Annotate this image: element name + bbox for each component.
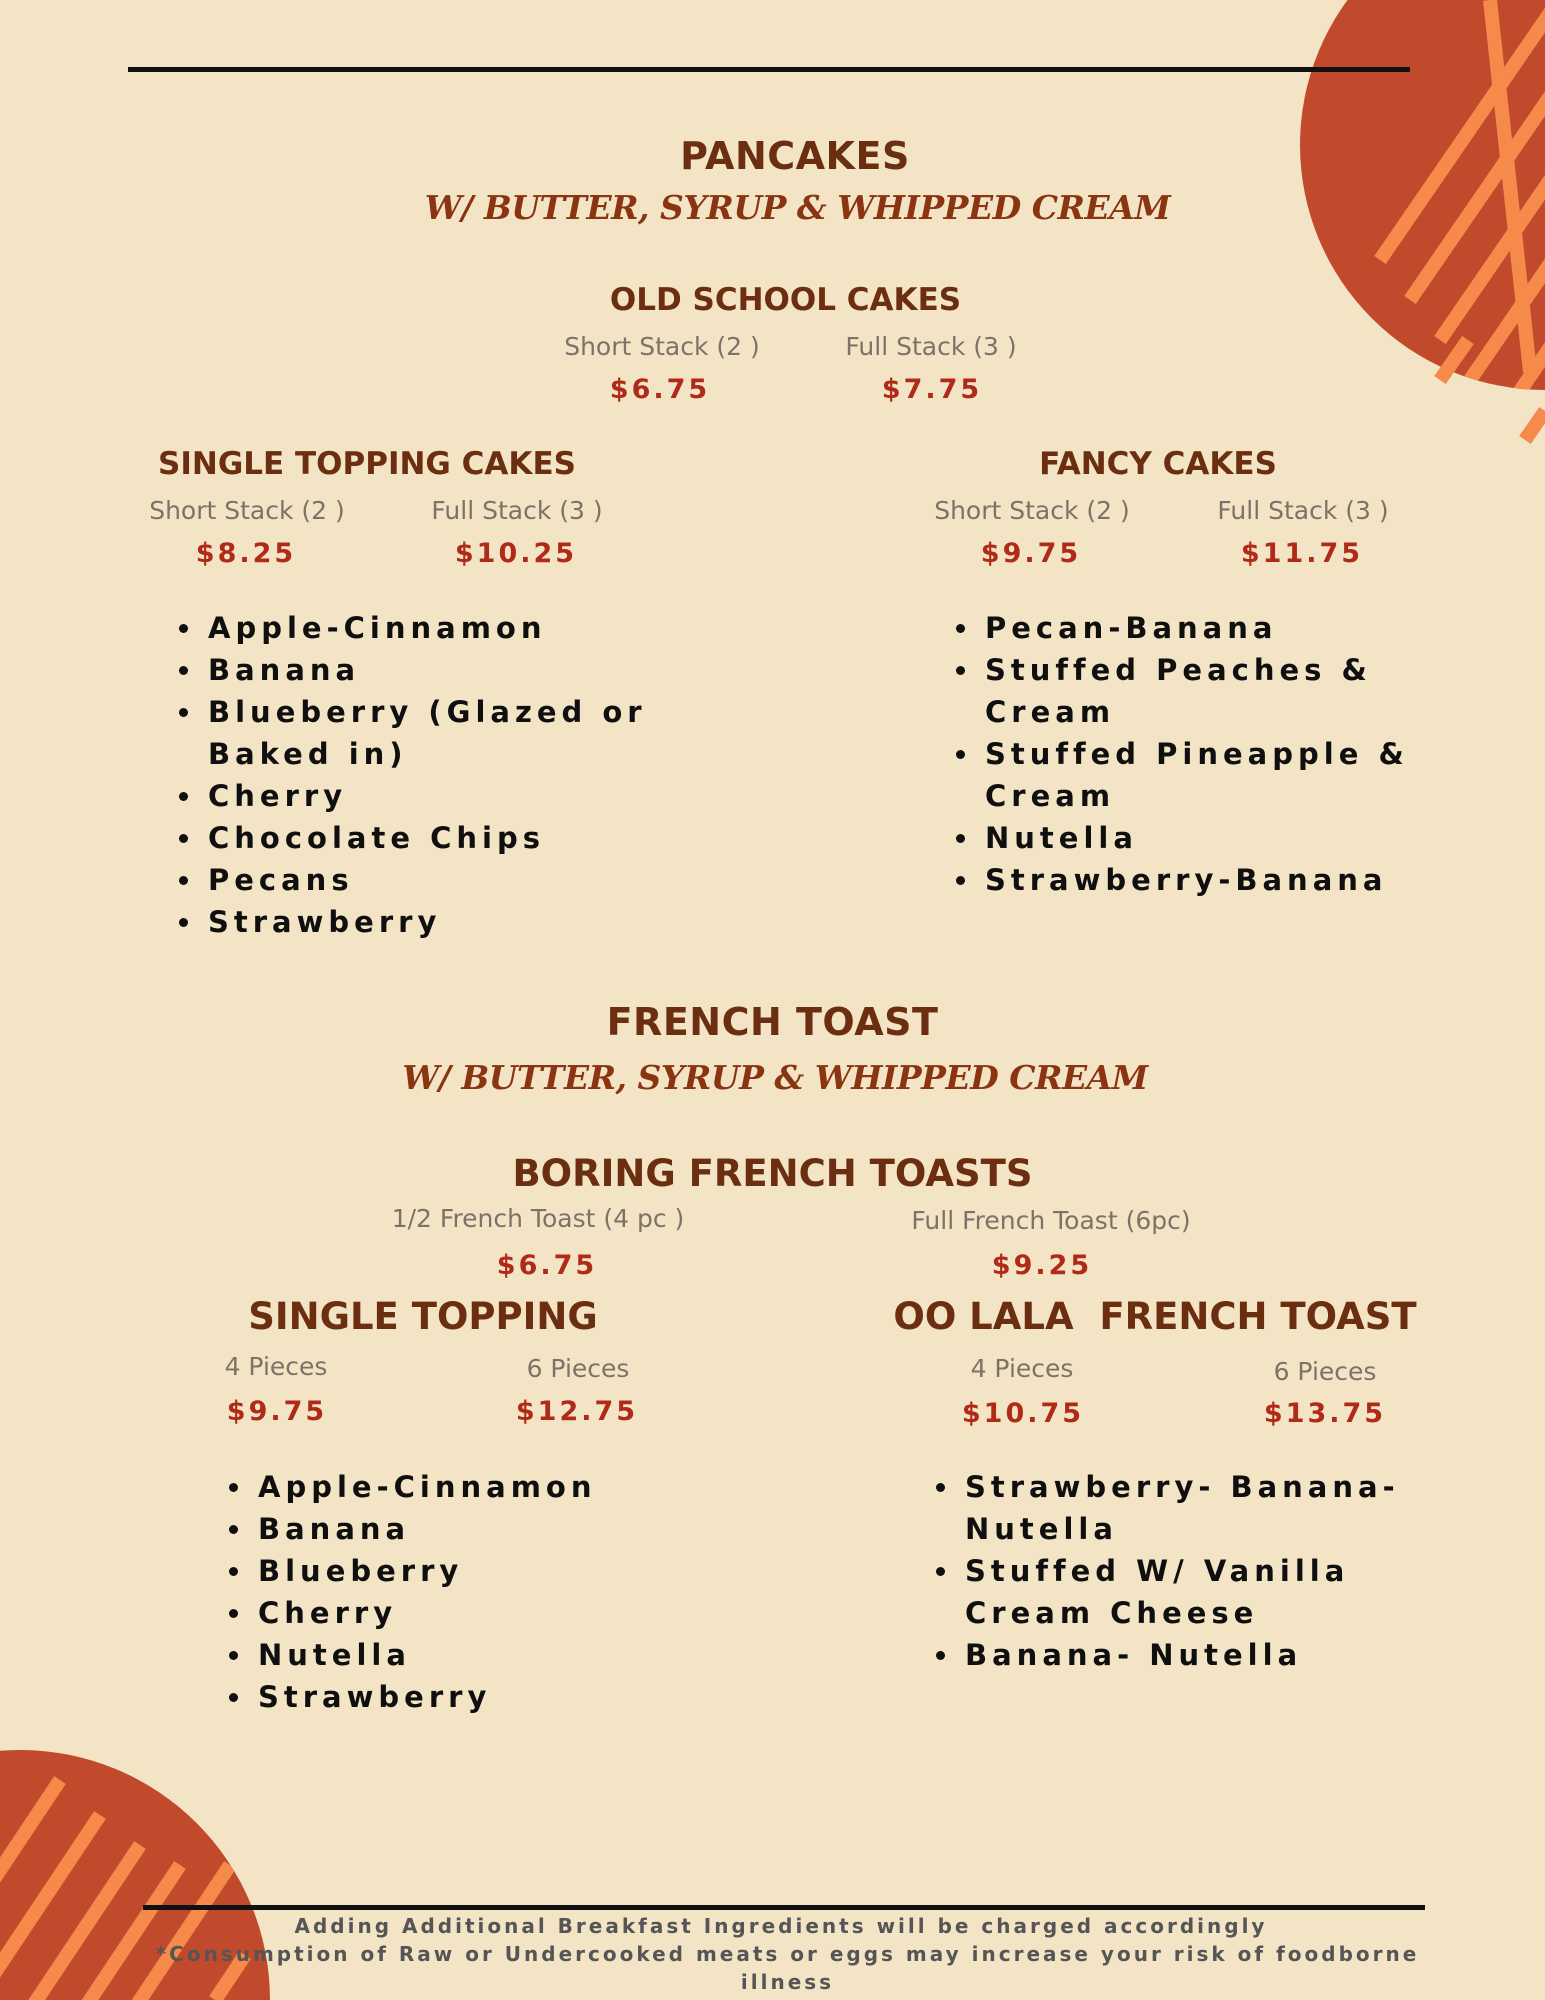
single-six-price: $12.75 [515, 1396, 639, 1427]
single-six-label: 6 Pieces [526, 1354, 630, 1383]
list-item: • Blueberry [254, 1550, 724, 1592]
list-item: • Chocolate Chips [204, 817, 674, 859]
list-item: • Strawberry-Banana [981, 859, 1471, 901]
list-item: • Banana [204, 649, 674, 691]
top-divider [128, 67, 1410, 72]
old-school-title: OLD SCHOOL CAKES [609, 282, 962, 318]
fancy-cakes-full-price: $11.75 [1240, 538, 1364, 569]
footer-note-consumption: *Consumption of Raw or Undercooked meats or eggs may increase your risk of foodborne [155, 1942, 1420, 1966]
oo-lala-title: OO LALA FRENCH TOAST [893, 1295, 1417, 1338]
footer-note-ingredients: Adding Additional Breakfast Ingredients will be charged accordingly [294, 1914, 1268, 1938]
list-item: • Pecans [204, 859, 674, 901]
french-toast-title: FRENCH TOAST [606, 1000, 939, 1044]
list-item: • Stuffed Peaches & Cream [981, 649, 1471, 733]
old-school-full-label: Full Stack (3 ) [845, 332, 1017, 361]
fancy-cakes-short-price: $9.75 [980, 538, 1082, 569]
boring-full-price: $9.25 [991, 1250, 1093, 1281]
pancakes-subtitle: W/ BUTTER, SYRUP & WHIPPED CREAM [424, 188, 1171, 227]
list-item: • Strawberry [204, 901, 674, 943]
list-item: • Banana [254, 1508, 724, 1550]
oolala-six-label: 6 Pieces [1273, 1357, 1377, 1386]
pancakes-title: PANCAKES [680, 134, 910, 178]
fancy-cakes-short-label: Short Stack (2 ) [934, 496, 1130, 525]
single-cakes-full-label: Full Stack (3 ) [431, 496, 603, 525]
single-cakes-short-price: $8.25 [195, 538, 297, 569]
list-item: • Banana- Nutella [961, 1634, 1461, 1676]
single-four-price: $9.75 [226, 1396, 328, 1427]
boring-half-price: $6.75 [496, 1250, 598, 1281]
single-cakes-short-label: Short Stack (2 ) [149, 496, 345, 525]
oolala-four-label: 4 Pieces [970, 1354, 1074, 1383]
list-item: • Stuffed Pineapple & Cream [981, 733, 1471, 817]
boring-full-label: Full French Toast (6pc) [911, 1206, 1191, 1235]
fancy-cakes-list [947, 607, 1471, 901]
oolala-six-price: $13.75 [1263, 1398, 1387, 1429]
list-item: • Cherry [254, 1592, 724, 1634]
list-item: • Pecan-Banana [981, 607, 1471, 649]
list-item: • Blueberry (Glazed or Baked in) [204, 691, 674, 775]
list-item: • Apple-Cinnamon [254, 1466, 724, 1508]
single-cakes-list [170, 607, 674, 943]
list-item: • Stuffed W/ Vanilla Cream Cheese [961, 1550, 1461, 1634]
list-item: • Nutella [981, 817, 1471, 859]
single-topping-cakes-title: SINGLE TOPPING CAKES [158, 446, 576, 482]
old-school-short-price: $6.75 [609, 374, 711, 405]
single-four-label: 4 Pieces [224, 1352, 328, 1381]
list-item: • Strawberry [254, 1676, 724, 1718]
french-toast-subtitle: W/ BUTTER, SYRUP & WHIPPED CREAM [402, 1058, 1148, 1097]
single-cakes-full-price: $10.25 [454, 538, 578, 569]
oolala-four-price: $10.75 [961, 1398, 1085, 1429]
list-item: • Strawberry- Banana- Nutella [961, 1466, 1461, 1550]
footer-note-illness: illness [740, 1970, 835, 1994]
fancy-cakes-title: FANCY CAKES [1039, 446, 1277, 482]
bottom-divider [143, 1905, 1425, 1910]
oo-lala-list [927, 1466, 1461, 1676]
list-item: • Cherry [204, 775, 674, 817]
single-topping-title: SINGLE TOPPING [248, 1295, 598, 1338]
list-item: • Nutella [254, 1634, 724, 1676]
single-topping-list [220, 1466, 724, 1718]
boring-french-toasts-title: BORING FRENCH TOASTS [512, 1152, 1033, 1195]
list-item: • Apple-Cinnamon [204, 607, 674, 649]
fancy-cakes-full-label: Full Stack (3 ) [1217, 496, 1389, 525]
old-school-short-label: Short Stack (2 ) [564, 332, 760, 361]
old-school-full-price: $7.75 [881, 374, 983, 405]
boring-half-label: 1/2 French Toast (4 pc ) [391, 1204, 685, 1233]
